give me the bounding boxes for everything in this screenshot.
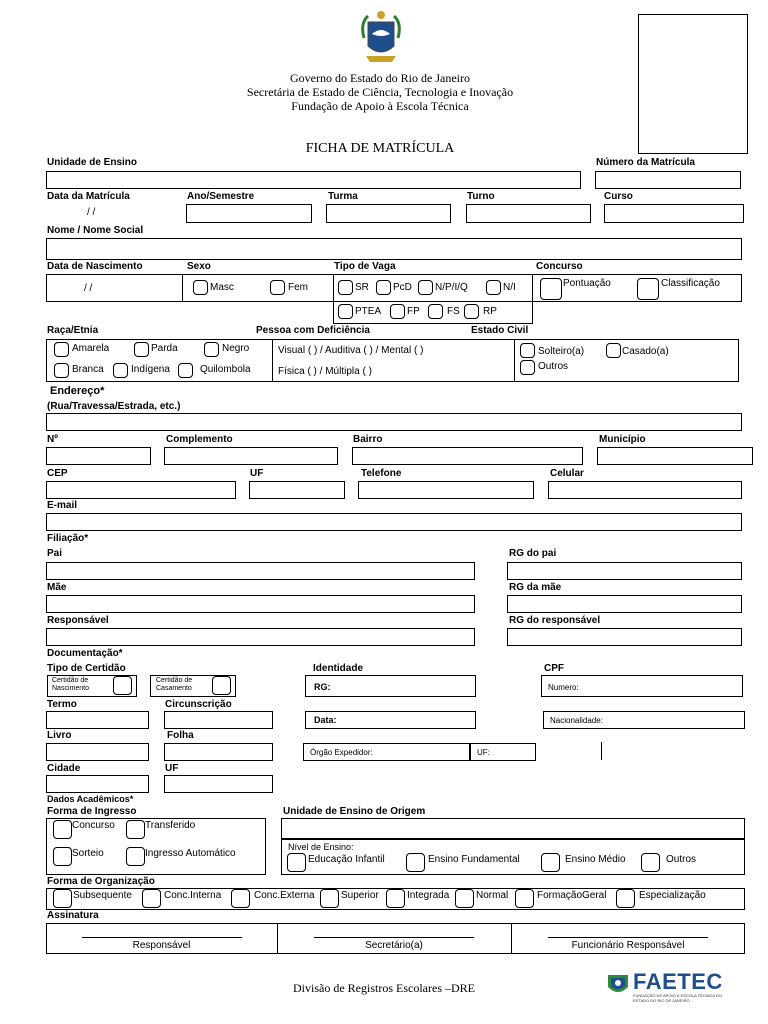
- turno-field[interactable]: [466, 204, 591, 223]
- civil-outros-label: Outros: [538, 361, 569, 372]
- nivel-infantil-label: Educação Infantil: [308, 854, 385, 865]
- concurso-classificacao-label: Classificação: [661, 278, 720, 289]
- ingresso-automatico-label: Ingresso Automático: [145, 848, 236, 859]
- label-identidade: Identidade: [313, 663, 364, 674]
- label-municipio: Município: [599, 434, 646, 445]
- nivel-medio-label: Ensino Médio: [565, 854, 626, 865]
- label-tipo-certidao: Tipo de Certidão: [47, 663, 126, 674]
- orgao-expedidor-label: Órgão Expedidor:: [310, 748, 373, 757]
- photo-box[interactable]: [638, 14, 748, 154]
- nivel-outros-checkbox[interactable]: [641, 853, 660, 872]
- raca-branca-label: Branca: [72, 364, 104, 375]
- label-assinatura: Assinatura: [47, 910, 99, 921]
- label-bairro: Bairro: [353, 434, 383, 445]
- ingresso-concurso-checkbox[interactable]: [53, 820, 72, 839]
- deficiencia-line-1: Visual ( ) / Auditiva ( ) / Mental ( ): [278, 345, 424, 356]
- org-conc-interna-label: Conc.Interna: [164, 890, 222, 901]
- concurso-pontuacao-label: Pontuação: [563, 278, 611, 289]
- label-ano-semestre: Ano/Semestre: [187, 191, 255, 202]
- raca-indigena-checkbox[interactable]: [113, 363, 128, 378]
- footer-division: Divisão de Registros Escolares –DRE: [293, 981, 475, 995]
- turma-field[interactable]: [326, 204, 451, 223]
- label-email: E-mail: [47, 500, 78, 511]
- signature-line-funcionario[interactable]: [548, 937, 708, 938]
- label-filiacao: Filiação*: [47, 533, 89, 544]
- circunscricao-field[interactable]: [164, 711, 273, 729]
- org-subsequente-checkbox[interactable]: [53, 889, 72, 908]
- folha-field[interactable]: [164, 743, 273, 761]
- identidade-data-field[interactable]: [305, 711, 476, 729]
- label-rg-mae: RG da mãe: [509, 582, 562, 593]
- deficiencia-line-2: Física ( ) / Múltipla ( ): [278, 366, 372, 377]
- org-integrada-label: Integrada: [407, 890, 450, 901]
- signature-label-responsavel: Responsável: [132, 940, 191, 951]
- label-forma-ingresso: Forma de Ingresso: [47, 806, 137, 817]
- label-circunscricao: Circunscrição: [165, 699, 232, 710]
- label-rg-responsavel: RG do responsável: [509, 615, 601, 626]
- date-slashes: / /: [87, 207, 96, 218]
- vaga-ptea-checkbox[interactable]: [338, 304, 353, 319]
- responsavel-field[interactable]: [46, 628, 475, 646]
- vaga-npiq-checkbox[interactable]: [418, 280, 433, 295]
- raca-parda-checkbox[interactable]: [134, 342, 149, 357]
- ingresso-automatico-checkbox[interactable]: [126, 847, 145, 866]
- vaga-ni-label: N/I: [503, 282, 516, 293]
- signature-label-funcionario: Funcionário Responsável: [571, 940, 685, 951]
- state-coat-of-arms: [356, 8, 406, 68]
- label-numero: Nº: [47, 434, 58, 445]
- label-cpf: CPF: [544, 663, 564, 674]
- rg-responsavel-field[interactable]: [507, 628, 742, 646]
- sexo-fem-label: Fem: [288, 282, 308, 293]
- vaga-rp-checkbox[interactable]: [464, 304, 479, 319]
- pai-field[interactable]: [46, 562, 475, 580]
- cidade-uf-field[interactable]: [164, 775, 273, 793]
- org-superior-label: Superior: [341, 890, 379, 901]
- label-data-matricula: Data da Matrícula: [47, 191, 130, 202]
- sexo-masc-label: Masc: [210, 282, 234, 293]
- vaga-fs-checkbox[interactable]: [428, 304, 443, 319]
- raca-branca-checkbox[interactable]: [54, 363, 69, 378]
- label-mae: Mãe: [47, 582, 67, 593]
- vaga-ptea-label: PTEA: [355, 306, 382, 317]
- raca-quilombola-label: Quilombola: [200, 364, 251, 375]
- org-normal-label: Normal: [476, 890, 509, 901]
- divider: [272, 339, 273, 382]
- unidade-ensino-field[interactable]: [46, 171, 581, 189]
- label-endereco: Endereço*: [50, 385, 105, 397]
- telefone-field[interactable]: [358, 481, 534, 499]
- org-conc-externa-checkbox[interactable]: [231, 889, 250, 908]
- header-line-1: Governo do Estado do Rio de Janeiro: [290, 71, 470, 85]
- municipio-field[interactable]: [597, 447, 753, 465]
- label-termo: Termo: [47, 699, 77, 710]
- date-slashes: / /: [84, 283, 93, 294]
- label-deficiencia: Pessoa com Deficiência: [256, 325, 370, 336]
- cpf-numero-field[interactable]: [541, 675, 743, 697]
- org-conc-interna-checkbox[interactable]: [142, 889, 161, 908]
- label-turma: Turma: [328, 191, 358, 202]
- bairro-field[interactable]: [352, 447, 583, 465]
- vaga-rp-label: RP: [483, 306, 497, 317]
- signature-label-secretario: Secretário(a): [365, 940, 423, 951]
- label-rg-pai: RG do pai: [509, 548, 557, 559]
- certidao-casamento-checkbox[interactable]: [212, 676, 231, 695]
- label-celular: Celular: [550, 468, 584, 479]
- civil-solteiro-checkbox[interactable]: [520, 343, 535, 358]
- label-uf-2: UF: [165, 763, 179, 774]
- sexo-fem-checkbox[interactable]: [270, 280, 285, 295]
- label-endereco-sub: (Rua/Travessa/Estrada, etc.): [47, 401, 181, 412]
- label-unidade-origem: Unidade de Ensino de Origem: [283, 806, 426, 817]
- label-sexo: Sexo: [187, 261, 211, 272]
- raca-negro-checkbox[interactable]: [204, 342, 219, 357]
- nivel-infantil-checkbox[interactable]: [287, 853, 306, 872]
- orgao-expedidor-field[interactable]: [303, 743, 470, 761]
- label-turno: Turno: [467, 191, 495, 202]
- label-uf: UF: [250, 468, 264, 479]
- label-complemento: Complemento: [166, 434, 233, 445]
- label-telefone: Telefone: [361, 468, 402, 479]
- divider: [514, 339, 515, 382]
- vaga-sr-checkbox[interactable]: [338, 280, 353, 295]
- data-matricula-field[interactable]: [46, 204, 172, 223]
- vaga-fp-label: FP: [407, 306, 420, 317]
- label-forma-organizacao: Forma de Organização: [47, 876, 155, 887]
- org-subsequente-label: Subsequente: [73, 890, 132, 901]
- ingresso-sorteio-label: Sorteio: [72, 848, 104, 859]
- label-livro: Livro: [47, 730, 72, 741]
- org-integrada-checkbox[interactable]: [386, 889, 405, 908]
- org-superior-checkbox[interactable]: [320, 889, 339, 908]
- label-cep: CEP: [47, 468, 68, 479]
- termo-field[interactable]: [46, 711, 149, 729]
- livro-field[interactable]: [46, 743, 149, 761]
- complemento-field[interactable]: [164, 447, 338, 465]
- identidade-data-label: Data:: [314, 715, 337, 725]
- civil-outros-checkbox[interactable]: [520, 360, 535, 375]
- certidao-nascimento-checkbox[interactable]: [113, 676, 132, 695]
- identidade-uf-field[interactable]: [470, 743, 536, 761]
- label-responsavel: Responsável: [47, 615, 109, 626]
- raca-indigena-label: Indígena: [131, 364, 170, 375]
- faetec-brand: FAETEC: [633, 969, 723, 994]
- label-raca: Raça/Etnia: [47, 325, 99, 336]
- nome-field[interactable]: [46, 238, 742, 260]
- celular-field[interactable]: [548, 481, 742, 499]
- endereco-field[interactable]: [46, 413, 742, 431]
- ingresso-sorteio-checkbox[interactable]: [53, 847, 72, 866]
- label-cidade: Cidade: [47, 763, 81, 774]
- signature-line-secretario[interactable]: [314, 937, 474, 938]
- signature-line-responsavel[interactable]: [82, 937, 242, 938]
- rg-pai-field[interactable]: [507, 562, 742, 580]
- header-line-2: Secretária de Estado de Ciência, Tecnologia e Inovação: [246, 85, 514, 99]
- form-title: FICHA DE MATRÍCULA: [305, 141, 455, 156]
- certidao-nascimento-label: Certidão de Nascimento: [52, 677, 89, 692]
- numero-matricula-field[interactable]: [595, 171, 741, 189]
- uf-field[interactable]: [249, 481, 345, 499]
- certidao-casamento-label: Certidão de Casamento: [156, 677, 193, 692]
- cidade-field[interactable]: [46, 775, 149, 793]
- ingresso-transferido-label: Transferido: [145, 820, 196, 831]
- ano-semestre-field[interactable]: [186, 204, 312, 223]
- numero-field[interactable]: [46, 447, 151, 465]
- label-folha: Folha: [167, 730, 194, 741]
- label-nivel-ensino: Nível de Ensino:: [288, 842, 354, 852]
- ingresso-concurso-label: Concurso: [72, 820, 115, 831]
- label-numero-matricula: Número da Matrícula: [596, 157, 695, 168]
- raca-amarela-checkbox[interactable]: [54, 342, 69, 357]
- divider: [182, 274, 183, 302]
- org-especializacao-checkbox[interactable]: [616, 889, 635, 908]
- label-documentacao: Documentação*: [47, 648, 123, 659]
- raca-quilombola-checkbox[interactable]: [178, 363, 193, 378]
- raca-parda-label: Parda: [151, 343, 178, 354]
- nivel-medio-checkbox[interactable]: [541, 853, 560, 872]
- label-tipo-vaga: Tipo de Vaga: [334, 261, 396, 272]
- civil-casado-label: Casado(a): [622, 346, 669, 357]
- rg-label: RG:: [314, 682, 331, 692]
- email-field[interactable]: [46, 513, 742, 531]
- org-formacao-geral-label: FormaçãoGeral: [537, 890, 607, 901]
- vaga-sr-label: SR: [355, 282, 369, 293]
- cpf-numero-label: Numero:: [548, 683, 579, 692]
- vaga-fs-label: FS: [447, 306, 460, 317]
- label-estado-civil: Estado Civil: [471, 325, 529, 336]
- org-normal-checkbox[interactable]: [455, 889, 474, 908]
- label-unidade-ensino: Unidade de Ensino: [47, 157, 138, 168]
- civil-casado-checkbox[interactable]: [606, 343, 621, 358]
- label-data-nascimento: Data de Nascimento: [47, 261, 143, 272]
- raca-amarela-label: Amarela: [72, 343, 110, 354]
- org-conc-externa-label: Conc.Externa: [254, 890, 315, 901]
- org-especializacao-label: Especialização: [639, 890, 706, 901]
- label-pai: Pai: [47, 548, 63, 559]
- nacionalidade-label: Nacionalidade:: [550, 716, 603, 725]
- nivel-fundamental-checkbox[interactable]: [406, 853, 425, 872]
- org-formacao-geral-checkbox[interactable]: [515, 889, 534, 908]
- raca-negro-label: Negro: [222, 343, 250, 354]
- vaga-npiq-label: N/P/I/Q: [435, 282, 468, 293]
- nivel-outros-label: Outros: [666, 854, 697, 865]
- text-cursor: [601, 742, 602, 760]
- mae-field[interactable]: [46, 595, 475, 613]
- sexo-masc-checkbox[interactable]: [193, 280, 208, 295]
- label-curso: Curso: [604, 191, 633, 202]
- cep-field[interactable]: [46, 481, 236, 499]
- curso-field[interactable]: [604, 204, 744, 223]
- unidade-origem-field[interactable]: [281, 818, 745, 839]
- rg-field[interactable]: [305, 675, 476, 697]
- nacionalidade-field[interactable]: [543, 711, 745, 729]
- concurso-classificacao-checkbox[interactable]: [637, 278, 659, 300]
- nivel-fundamental-label: Ensino Fundamental: [428, 854, 520, 865]
- faetec-brand-sub: FUNDAÇÃO DE APOIO À ESCOLA TÉCNICA DO ESTADO DO RIO DE JANEIRO: [633, 993, 723, 1003]
- identidade-uf-label: UF:: [477, 748, 490, 757]
- civil-solteiro-label: Solteiro(a): [538, 346, 585, 357]
- faetec-logo-icon: [606, 971, 630, 997]
- vaga-fp-checkbox[interactable]: [390, 304, 405, 319]
- label-nome: Nome / Nome Social: [47, 225, 144, 236]
- vaga-ni-checkbox[interactable]: [486, 280, 501, 295]
- vaga-pcd-checkbox[interactable]: [376, 280, 391, 295]
- concurso-pontuacao-checkbox[interactable]: [540, 278, 562, 300]
- vaga-pcd-label: PcD: [393, 282, 412, 293]
- header-line-3: Fundação de Apoio à Escola Técnica: [291, 99, 469, 113]
- label-concurso: Concurso: [536, 261, 583, 272]
- label-dados-academicos: Dados Acadêmicos*: [47, 794, 134, 804]
- ingresso-transferido-checkbox[interactable]: [126, 820, 145, 839]
- rg-mae-field[interactable]: [507, 595, 742, 613]
